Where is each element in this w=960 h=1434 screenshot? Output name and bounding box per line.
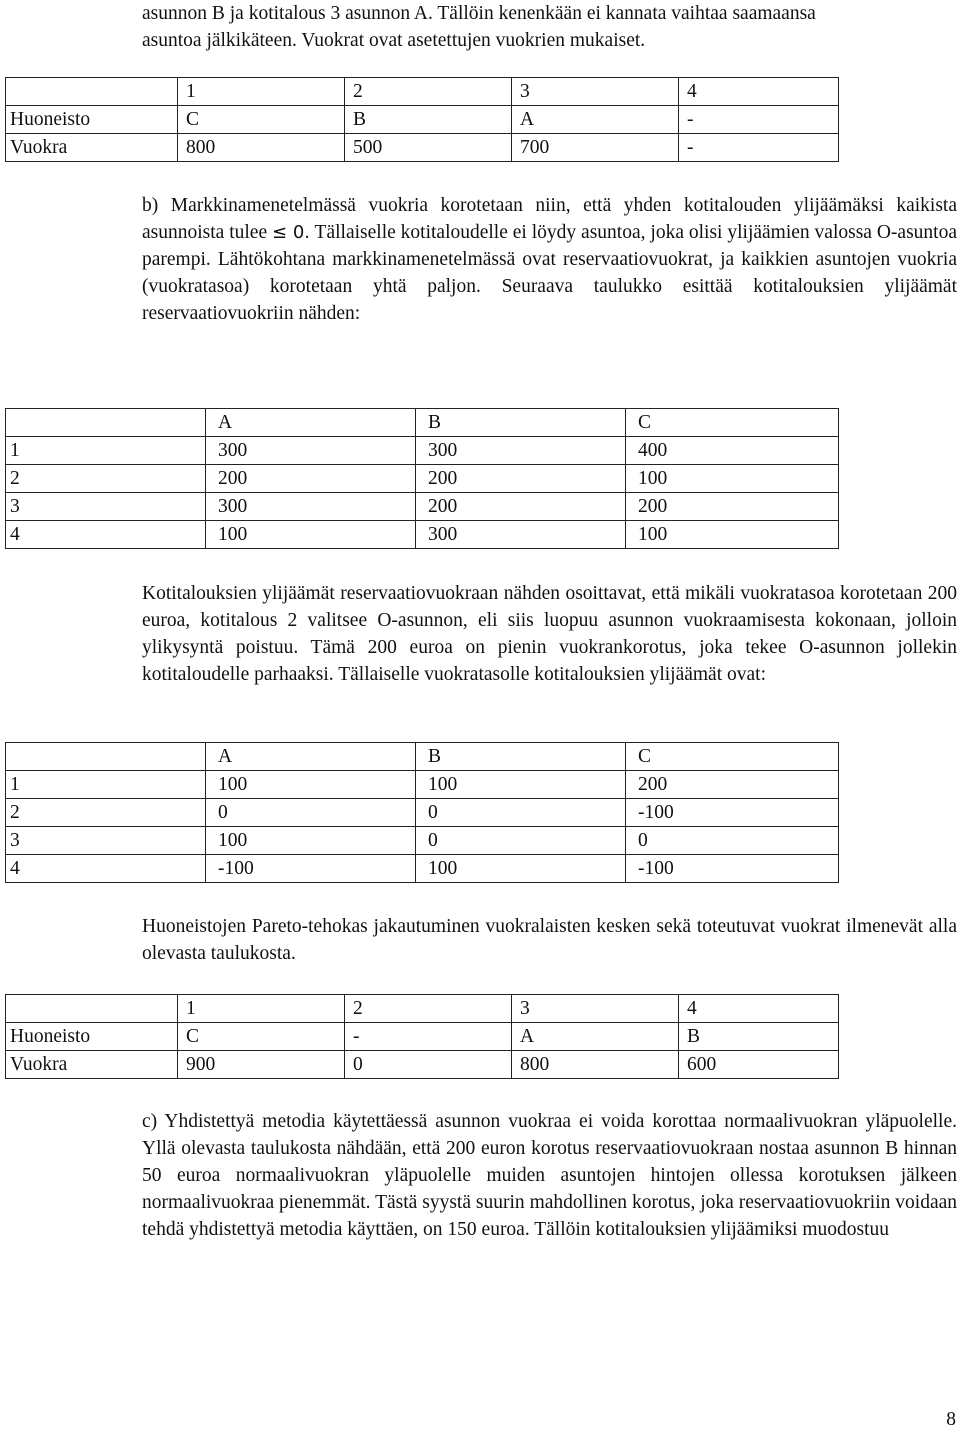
table-cell: 100 (416, 855, 626, 883)
table-cell (6, 995, 178, 1023)
table-row (6, 437, 839, 465)
table-row (6, 521, 839, 549)
table-cell: 600 (679, 1051, 839, 1079)
table-cell: 0 (416, 799, 626, 827)
table-cell: 3 (6, 827, 206, 855)
table-cell: 1 (178, 995, 345, 1023)
table-cell: 4 (6, 521, 206, 549)
table-cell: 2 (6, 799, 206, 827)
table-cell: C (178, 1023, 345, 1051)
table-cell: C (626, 743, 839, 771)
table-cell: C (178, 106, 345, 134)
paragraph-b-part1: b) Markkinamenetelmässä vuokria korotetaan niin, että yhden kotitalouden ylijäämäksi kaikista asunnoista tulee (142, 195, 957, 243)
table-cell: 0 (626, 827, 839, 855)
table-cell: Vuokra (6, 1051, 178, 1079)
table-cell: 2 (6, 465, 206, 493)
table-cell: 200 (416, 493, 626, 521)
paragraph-c: c) Yhdistettyä metodia käytettäessä asunnon vuokraa ei voida korottaa normaalivuokran yläpuolelle. Yllä olevasta taulukosta nähdään, että 200 euron korotus reservaatiovuokraan nostaa asunnon B hinnan 50 euroa normaalivuokran yläpuolelle muiden asuntojen hintojen ollessa korotuksen jälkeen normaalivuokraa pienemmät. Tästä syystä suurin mahdollinen korotus, joka reservaatiovuokriin voidaan tehdä yhdistettyä metodia käyttäen, on 150 euroa. Tällöin kotitalouksien ylijäämiksi muodostuu (142, 1111, 957, 1240)
table-cell: 200 (626, 493, 839, 521)
table-cell: 2 (345, 995, 512, 1023)
table-cell (6, 409, 206, 437)
table-cell: 100 (416, 771, 626, 799)
table-cell: 1 (6, 437, 206, 465)
table-cell: 100 (206, 827, 416, 855)
table-cell: 3 (6, 493, 206, 521)
table-cell: B (679, 1023, 839, 1051)
table-cell: B (416, 409, 626, 437)
table-cell: Huoneisto (6, 1023, 178, 1051)
paragraph-b-part2: Tällaiselle kotitaloudelle ei löydy asuntoa, joka olisi ylijäämien valossa O-asuntoa parempi. Lähtökohtana markkinamenetelmässä ovat reservaatiovuokrat, ja kaikkien asuntojen vuokria (vuokratasoa) korotetaan yhtä paljon. Seuraava taulukko esittää kotitalouksien ylijäämät reservaatiovuokriin nähden: (142, 222, 957, 324)
table-row (6, 493, 839, 521)
table-cell: 700 (512, 134, 679, 162)
table-cell: 4 (6, 855, 206, 883)
table-cell: 2 (345, 78, 512, 106)
table-cell: 300 (416, 521, 626, 549)
table-header-row (6, 995, 839, 1023)
table-cell: 800 (178, 134, 345, 162)
table-row (6, 465, 839, 493)
table-cell: 800 (512, 1051, 679, 1079)
table-cell: A (206, 409, 416, 437)
table-cell: 0 (416, 827, 626, 855)
table-row (6, 799, 839, 827)
table-cell: - (345, 1023, 512, 1051)
table-cell: A (512, 106, 679, 134)
table-cell: 100 (626, 521, 839, 549)
table-cell: 100 (626, 465, 839, 493)
table-row (6, 855, 839, 883)
table-cell: -100 (206, 855, 416, 883)
table-cell: 3 (512, 995, 679, 1023)
table-header-row (6, 743, 839, 771)
table-row (6, 827, 839, 855)
intro-line-2: asuntoa jälkikäteen. Vuokrat ovat asetettujen vuokrien mukaiset. (142, 30, 646, 51)
apartment-rent-table (5, 77, 839, 162)
table-cell: -100 (626, 855, 839, 883)
pareto-allocation-table (5, 994, 839, 1079)
table-cell (6, 743, 206, 771)
table-cell: 300 (206, 437, 416, 465)
surplus-table-reservation (5, 408, 839, 549)
table-cell: 0 (345, 1051, 512, 1079)
table-cell: Vuokra (6, 134, 178, 162)
table-cell: 400 (626, 437, 839, 465)
table-header-row (6, 409, 839, 437)
table-cell: 1 (6, 771, 206, 799)
table-cell: 1 (178, 78, 345, 106)
table-row (6, 106, 839, 134)
less-equal-symbol: ≤ 0. (272, 222, 311, 243)
surplus-table-raised (5, 742, 839, 883)
table-cell: 100 (206, 771, 416, 799)
paragraph-b (142, 192, 957, 327)
table-cell: A (512, 1023, 679, 1051)
table-cell: B (416, 743, 626, 771)
table-cell: 3 (512, 78, 679, 106)
table-cell: 300 (416, 437, 626, 465)
table-cell: 200 (206, 465, 416, 493)
table-cell: 300 (206, 493, 416, 521)
table-cell: 200 (416, 465, 626, 493)
table-header-row (6, 78, 839, 106)
table-row (6, 771, 839, 799)
table-cell: 500 (345, 134, 512, 162)
table-cell: Huoneisto (6, 106, 178, 134)
table-cell: 4 (679, 995, 839, 1023)
table-cell: 100 (206, 521, 416, 549)
page-number: 8 (946, 1409, 956, 1430)
table-cell: 4 (679, 78, 839, 106)
intro-line-1: asunnon B ja kotitalous 3 asunnon A. Tällöin kenenkään ei kannata vaihtaa saamaansa (142, 3, 816, 24)
table-cell: 200 (626, 771, 839, 799)
table-row (6, 1051, 839, 1079)
paragraph-surplus-explanation: Kotitalouksien ylijäämät reservaatiovuokraan nähden osoittavat, että mikäli vuokratasoa korotetaan 200 euroa, kotitalous 2 valitsee O-asunnon, eli siis luopuu asunnon vuokraamisesta kokonaan, jolloin ylikysyntä poistuu. Tämä 200 euroa on pienin vuokrankorotus, joka tekee O-asunnon jollekin kotitaloudelle parhaaksi. Tällaiselle vuokratasolle kotitalouksien ylijäämät ovat: (142, 583, 957, 685)
table-cell: B (345, 106, 512, 134)
table-cell: 0 (206, 799, 416, 827)
table-cell: C (626, 409, 839, 437)
table-row (6, 1023, 839, 1051)
paragraph-pareto: Huoneistojen Pareto-tehokas jakautuminen vuokralaisten kesken sekä toteutuvat vuokrat ilmenevät alla olevasta taulukosta. (142, 916, 957, 964)
table-cell: A (206, 743, 416, 771)
table-row (6, 134, 839, 162)
table-cell: - (679, 134, 839, 162)
table-cell: -100 (626, 799, 839, 827)
table-cell: 900 (178, 1051, 345, 1079)
table-cell (6, 78, 178, 106)
table-cell: - (679, 106, 839, 134)
